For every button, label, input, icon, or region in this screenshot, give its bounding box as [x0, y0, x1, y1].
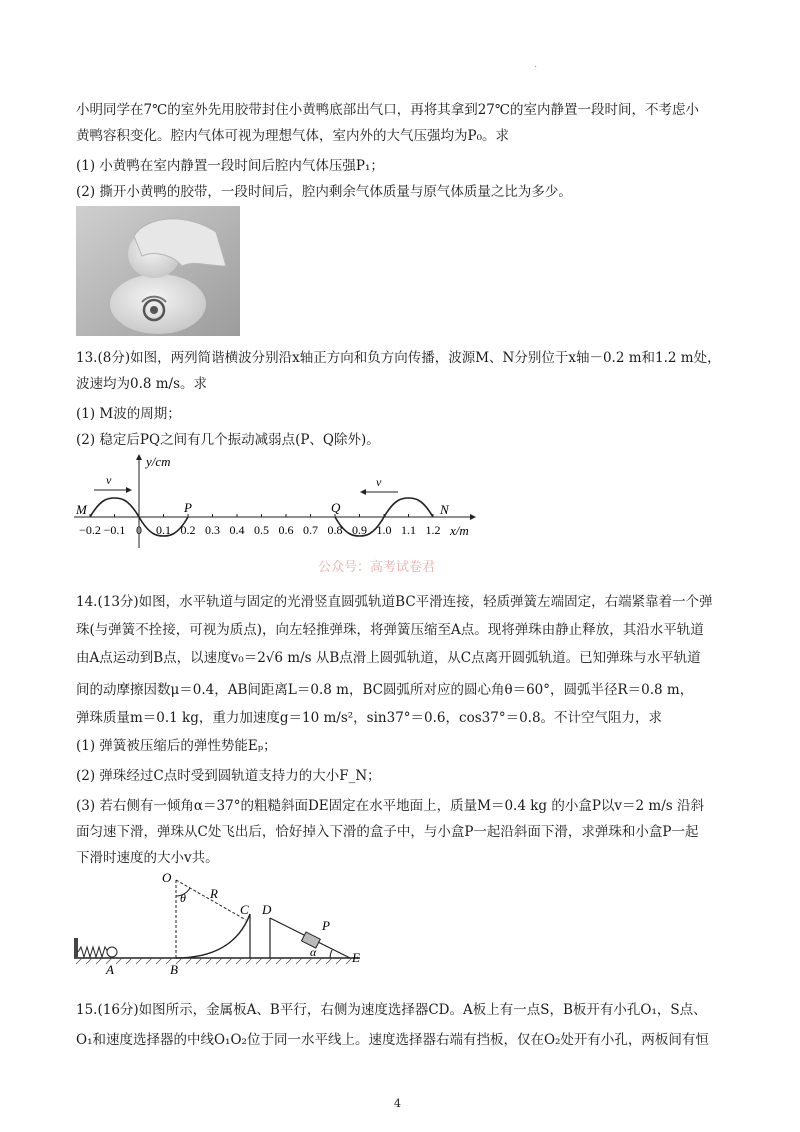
label-e: E	[352, 950, 360, 965]
label-m: M	[76, 502, 87, 517]
label-d: D	[262, 902, 272, 917]
x-tick-label: 0.7	[303, 523, 318, 537]
label-p-box: P	[322, 918, 330, 933]
header-mark: ·	[534, 62, 538, 73]
x-tick-label: 1.2	[425, 523, 441, 537]
label-p: P	[184, 500, 192, 515]
velocity-label-right: v	[376, 475, 382, 489]
q12-stem-line-1: 小明同学在7℃的室外先用胶带封住小黄鸭底部出气口，再将其拿到27℃的室内静置一段时间，不考虑小	[76, 102, 699, 118]
label-n: N	[440, 502, 449, 517]
label-o: O	[162, 870, 172, 885]
x-tick-label: −0.1	[103, 523, 126, 537]
q13-stem-line-2: 波速均为0.8 m/s。求	[76, 376, 208, 392]
label-alpha: α	[310, 945, 317, 959]
wave-figure	[70, 452, 490, 552]
q12-stem-line-2: 黄鸭容积变化。腔内气体可视为理想气体，室内外的大气压强均为P₀。求	[76, 128, 509, 144]
x-tick-label: 0.1	[156, 523, 171, 537]
x-tick-label: 0.4	[229, 523, 245, 537]
x-tick-label: 1.1	[401, 523, 416, 537]
x-tick-label: 1.0	[376, 523, 392, 537]
x-tick-label: 0.6	[278, 523, 294, 537]
x-tick-label: −0.2	[79, 523, 101, 537]
q12-sub-question-1: (1) 小黄鸭在室内静置一段时间后腔内气体压强P₁；	[76, 158, 384, 174]
label-a: A	[106, 962, 114, 976]
q13-sub-question-2: (2) 稳定后PQ之间有几个振动减弱点(P、Q除外)。	[76, 432, 380, 448]
x-tick-label: 0.2	[180, 523, 196, 537]
q14-sub-question-2: (2) 弹珠经过C点时受到圆轨道支持力的大小F_N；	[76, 768, 381, 784]
q14-stem-line-3: 由A点运动到B点，以速度v₀＝2√6 m/s 从B点滑上圆弧轨道，从C点离开圆弧轨道。已知弹珠与水平轨道	[76, 650, 701, 666]
rubber-duck-photo	[76, 206, 240, 336]
q14-sub-question-1: (1) 弹簧被压缩后的弹性势能Eₚ；	[76, 738, 277, 754]
page-number: 4	[394, 1097, 401, 1110]
x-tick-label: 0.8	[327, 523, 343, 537]
q13-sub-question-1: (1) M波的周期；	[76, 406, 181, 422]
x-tick-label: 0.5	[254, 523, 269, 537]
velocity-label-left: v	[106, 473, 112, 487]
label-b: B	[170, 962, 178, 976]
label-r: R	[210, 886, 218, 901]
q12-sub-question-2: (2) 撕开小黄鸭的胶带，一段时间后，腔内剩余气体质量与原气体质量之比为多少。	[76, 184, 572, 200]
label-theta: θ	[180, 891, 186, 905]
x-tick-label: 0.9	[352, 523, 367, 537]
q14-sub-question-3-line-3: 下滑时速度的大小v共。	[76, 850, 219, 866]
q15-stem-line-2: O₁和速度选择器的中线O₁O₂位于同一水平线上。速度选择器右端有挡板，仅在O₂处开有小孔，两板间有恒	[76, 1032, 709, 1048]
q14-stem-line-2: 珠(与弹簧不拴接，可视为质点)，向左轻推弹珠，将弹簧压缩至A点。现将弹珠由静止释放，其沿水平轨道	[76, 622, 704, 638]
q15-stem-line-1: 15.(16分)如图所示，金属板A、B平行，右侧为速度选择器CD。A板上有一点S，B板开有小孔O₁，S点、	[76, 1002, 707, 1018]
q13-stem-line-1: 13.(8分)如图，两列简谐横波分别沿x轴正方向和负方向传播，波源M、N分别位于x轴－0.2 m和1.2 m处，	[76, 350, 721, 366]
q14-sub-question-3-line-2: 面匀速下滑，弹珠从C处飞出后，恰好掉入下滑的盒子中，与小盒P一起沿斜面下滑，求弹珠和小盒P一起	[76, 824, 699, 840]
x-tick-label: 0	[136, 523, 142, 537]
x-axis-label: x/m	[450, 523, 469, 538]
track-figure	[70, 866, 370, 976]
q14-stem-line-5: 弹珠质量m＝0.1 kg，重力加速度g＝10 m/s²，sin37°＝0.6，cos37°＝0.8。不计空气阻力，求	[76, 710, 663, 726]
y-axis-label: y/cm	[146, 454, 171, 469]
x-tick-label: 0.3	[205, 523, 220, 537]
q14-stem-line-1: 14.(13分)如图，水平轨道与固定的光滑竖直圆弧轨道BC平滑连接，轻质弹簧左端固定，右端紧靠着一个弹	[76, 594, 713, 610]
watermark: 公众号：高考试卷君	[318, 560, 436, 575]
q14-stem-line-4: 间的动摩擦因数μ＝0.4，AB间距离L＝0.8 m，BC圆弧所对应的圆心角θ＝60°，圆弧半径R＝0.8 m，	[76, 682, 694, 698]
q14-sub-question-3-line-1: (3) 若右侧有一倾角α＝37°的粗糙斜面DE固定在水平地面上，质量M＝0.4 kg 的小盒P以v＝2 m/s 沿斜	[76, 798, 704, 814]
label-q: Q	[331, 500, 341, 515]
label-c: C	[240, 902, 249, 917]
